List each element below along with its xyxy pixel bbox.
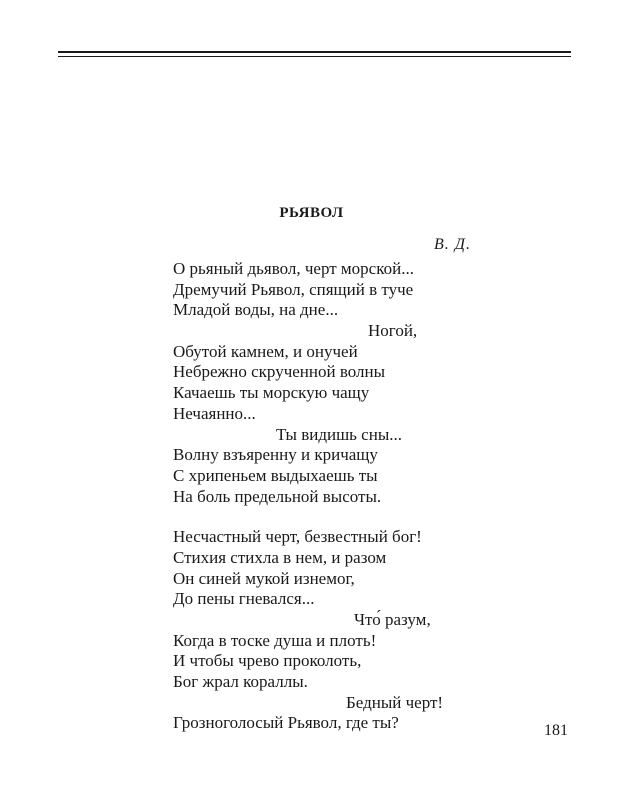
page-number: 181	[544, 722, 568, 739]
poem-line: Обутой камнем, и онучей	[173, 341, 358, 361]
poem-dedication: В. Д.	[434, 236, 471, 253]
poem-line: Он синей мукой изнемог,	[173, 568, 355, 588]
poem-line: И чтобы чрево проколоть,	[173, 651, 362, 671]
poem-line: Стихия стихла в нем, и разом	[173, 547, 387, 567]
poem-body	[173, 259, 483, 734]
poem-title: РЬЯВОЛ	[279, 205, 344, 221]
top-rule-thin	[58, 56, 571, 57]
top-rule-thick	[58, 51, 571, 53]
poem-line: До пены гневался...	[173, 589, 315, 609]
stanza-gap	[173, 507, 483, 527]
poem-line: На боль предельной высоты.	[173, 486, 382, 506]
poem-line: Бог жрал кораллы.	[173, 672, 308, 692]
poem-line: Ты видишь сны...	[276, 424, 402, 444]
poem-line: Нечаянно...	[173, 403, 256, 423]
poem-line: С хрипеньем выдыхаешь ты	[173, 465, 378, 485]
poem-line: Небрежно скрученной волны	[173, 362, 386, 382]
poem-line: Волну взъяренну и кричащу	[173, 445, 378, 465]
poem-line: Младой воды, на дне...	[173, 300, 339, 320]
poem-line: Дремучий Рьявол, спящий в туче	[173, 279, 414, 299]
poem-line: Несчастный черт, безвестный бог!	[173, 527, 422, 547]
stanza-2	[173, 527, 483, 734]
poem-line: Ногой,	[368, 321, 418, 341]
poem-line: Бедный черт!	[346, 692, 444, 712]
stanza-1	[173, 259, 483, 507]
poem-line: Грозноголосый Рьявол, где ты?	[173, 713, 399, 733]
poem-line: Что́ разум,	[354, 610, 431, 629]
poem-line: Когда в тоске душа и плоть!	[173, 630, 377, 650]
poem-line: О рьяный дьявол, черт морской...	[173, 259, 414, 278]
poem-line: Качаешь ты морскую чащу	[173, 383, 370, 403]
